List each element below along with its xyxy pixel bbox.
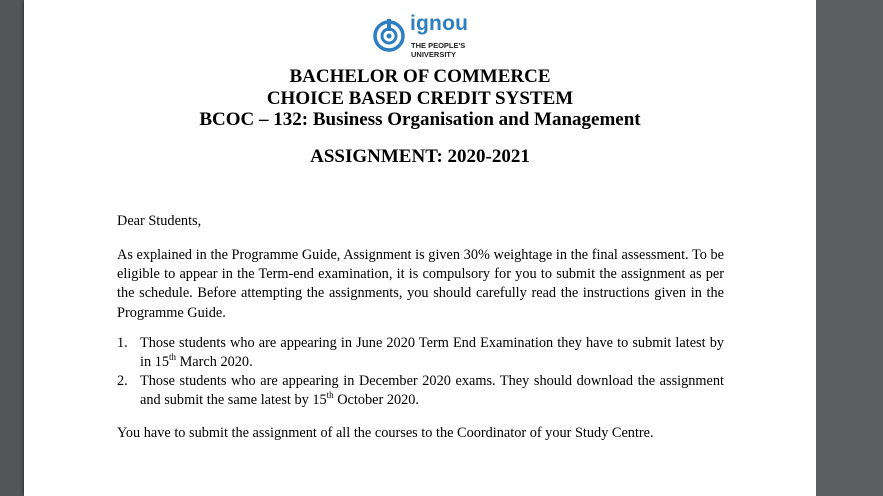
logo-tagline-line2: UNIVERSITY — [411, 50, 457, 59]
system-title: CHOICE BASED CREDIT SYSTEM — [266, 88, 574, 109]
list-item-text: Those students who are appearing in December 2020 exams. They should download the assignment and submit the same latest by 15th October 2020. — [140, 373, 724, 409]
assignment-title: ASSIGNMENT: 2020-2021 — [310, 146, 530, 167]
greeting-text: Dear Students, — [117, 213, 202, 229]
list-item-number: 1. — [117, 335, 128, 351]
ignou-logo — [372, 14, 472, 62]
logo-tagline-line1: THE PEOPLE'S — [411, 41, 466, 50]
list-item-text: Those students who are appearing in June 2020 Term End Examination they have to submit latest by in 15th March 2020. — [140, 335, 724, 371]
intro-paragraph: As explained in the Programme Guide, Assignment is given 30% weightage in the final assessment. To be eligible to appear in the Term-end examination, it is compulsory for you to submit the assignment as per the schedule. Before attempting the assignments, you should carefully read the instructions given in the Programme Guide. — [117, 247, 724, 321]
course-title: BCOC – 132: Business Organisation and Management — [199, 109, 641, 130]
programme-title: BACHELOR OF COMMERCE — [289, 66, 551, 87]
document-page — [24, 0, 816, 496]
logo-brand-text: ignou — [410, 12, 469, 35]
list-item-number: 2. — [117, 373, 128, 389]
ignou-emblem-icon — [372, 17, 406, 53]
viewer-background — [816, 0, 883, 496]
closing-paragraph: You have to submit the assignment of all the courses to the Coordinator of your Study Centre. — [117, 425, 654, 441]
